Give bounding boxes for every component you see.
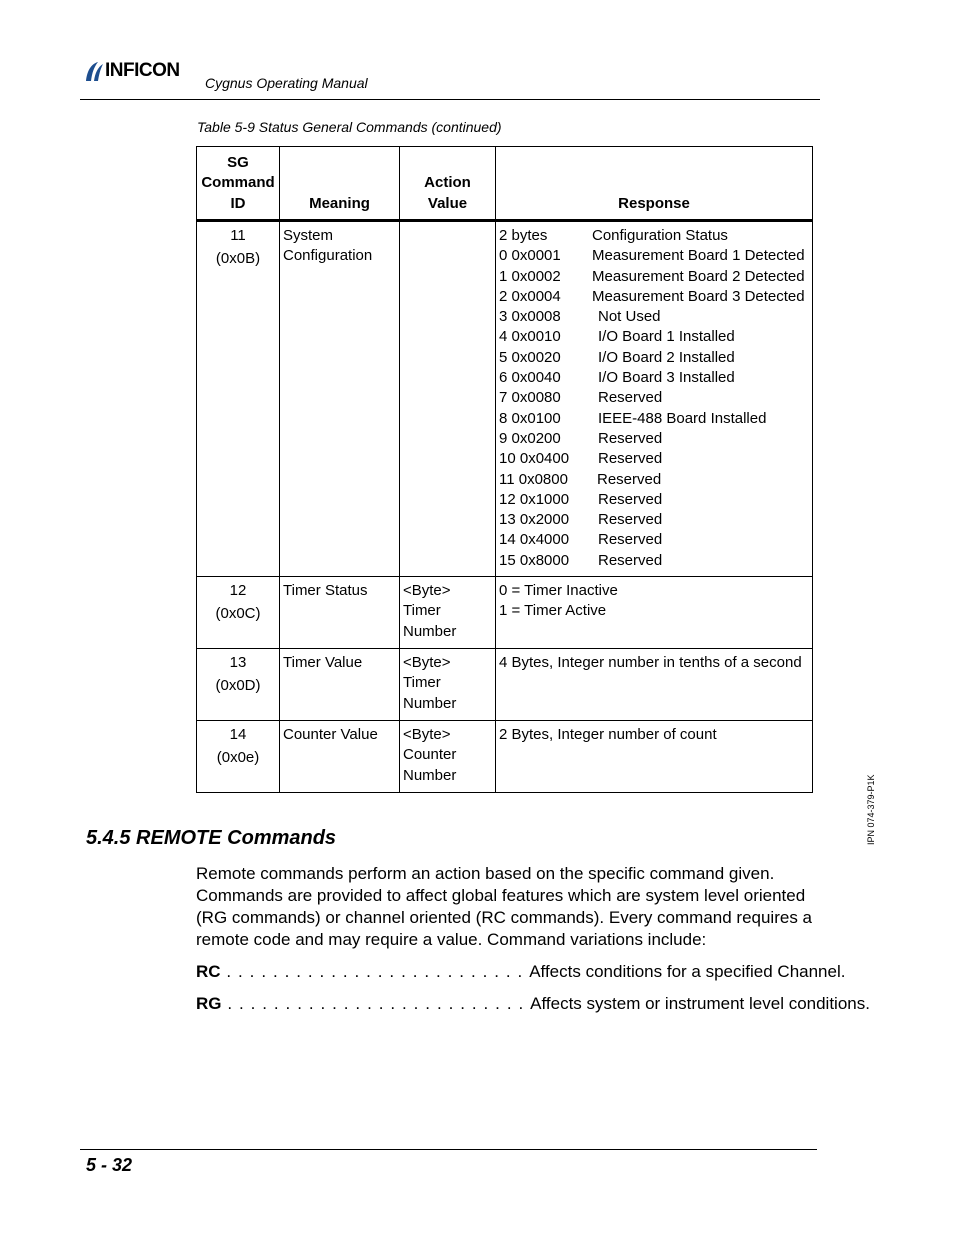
table-row — [197, 221, 813, 577]
response-bit-line: 13 0x2000 Reserved — [499, 511, 663, 529]
footer-divider — [80, 1149, 817, 1150]
response-bit-line: 9 0x0200 Reserved — [499, 429, 663, 447]
header-divider — [80, 99, 820, 100]
response-bit-line: 15 0x8000 Reserved — [499, 551, 663, 569]
command-id-cell: 11 (0x0B) — [197, 221, 280, 577]
response-bit-line: 2 0x0004 Measurement Board 3 Detected — [499, 287, 805, 305]
command-id-cell: 13 (0x0D) — [197, 649, 280, 721]
meaning-cell: Timer Status — [280, 577, 400, 649]
response-bit-line: 12 0x1000 Reserved — [499, 490, 663, 508]
meaning-cell: Counter Value — [280, 721, 400, 793]
table-row — [197, 649, 813, 721]
response-bit-line: 3 0x0008 Not Used — [499, 308, 661, 326]
command-id-cell: 12 (0x0C) — [197, 577, 280, 649]
definition-rg — [196, 994, 870, 1014]
leader-dots: . . . . . . . . . . . . . . . . . . . . . . . . . . — [220, 962, 530, 981]
response-bit-line: 8 0x0100 IEEE-488 Board Installed — [499, 409, 767, 427]
response-bit-line: 5 0x0020 I/O Board 2 Installed — [499, 348, 735, 366]
response-cell — [496, 221, 813, 577]
table-row — [197, 577, 813, 649]
command-id-cell: 14 (0x0e) — [197, 721, 280, 793]
response-cell: 2 Bytes, Integer number of count — [496, 721, 813, 793]
response-bit-line: 14 0x4000 Reserved — [499, 531, 663, 549]
table-row — [197, 721, 813, 793]
definition-term: RC — [196, 962, 221, 981]
header-sg-command-id: SG Command ID — [197, 147, 280, 221]
page-number: 5 - 32 — [86, 1155, 133, 1175]
response-bit-line: 7 0x0080 Reserved — [499, 389, 663, 407]
section-paragraph: Remote commands perform an action based on the specific command given. Commands are provided to affect global features which are system level oriented (RG commands) or channel oriented (RC commands). Every command requires a remote code and may require a value. Command variations include: — [196, 864, 813, 949]
ipn-side-label: IPN 074-379-P1K — [866, 774, 876, 845]
inficon-logo-mark-icon — [82, 59, 104, 83]
response-header-line: 2 bytes Configuration Status — [499, 227, 728, 244]
action-value-cell — [400, 221, 496, 577]
header-response: Response — [496, 147, 813, 221]
action-value-cell: <Byte> Timer Number — [400, 577, 496, 649]
definition-term: RG — [196, 994, 222, 1013]
leader-dots: . . . . . . . . . . . . . . . . . . . . . . . . . . — [221, 994, 531, 1013]
response-bit-line: 11 0x0800 Reserved — [499, 470, 662, 488]
table-header-row — [197, 147, 813, 221]
table-caption: Table 5-9 Status General Commands (continued) — [197, 119, 502, 135]
header-meaning: Meaning — [280, 147, 400, 221]
response-bit-line: 0 0x0001 Measurement Board 1 Detected — [499, 247, 805, 265]
section-heading: 5.4.5 REMOTE Commands — [86, 827, 337, 849]
response-bit-line: 6 0x0040 I/O Board 3 Installed — [499, 369, 735, 387]
response-bit-line: 10 0x0400 Reserved — [499, 450, 663, 468]
definition-description: Affects system or instrument level conditions. — [530, 994, 870, 1013]
response-cell: 0 = Timer Inactive 1 = Timer Active — [496, 577, 813, 649]
header-action-value: Action Value — [400, 147, 496, 221]
action-value-cell: <Byte> Counter Number — [400, 721, 496, 793]
status-general-commands-table — [196, 146, 813, 793]
meaning-cell: System Configuration — [280, 221, 400, 577]
definition-rc — [196, 962, 845, 982]
response-bit-line: 4 0x0010 I/O Board 1 Installed — [499, 328, 735, 346]
response-cell: 4 Bytes, Integer number in tenths of a second — [496, 649, 813, 721]
action-value-cell: <Byte> Timer Number — [400, 649, 496, 721]
logo-wordmark: INFICON — [105, 60, 180, 81]
inficon-logo — [82, 59, 180, 83]
manual-title: Cygnus Operating Manual — [205, 75, 368, 91]
response-bit-line: 1 0x0002 Measurement Board 2 Detected — [499, 267, 805, 285]
definition-description: Affects conditions for a specified Channel. — [529, 962, 846, 981]
meaning-cell: Timer Value — [280, 649, 400, 721]
